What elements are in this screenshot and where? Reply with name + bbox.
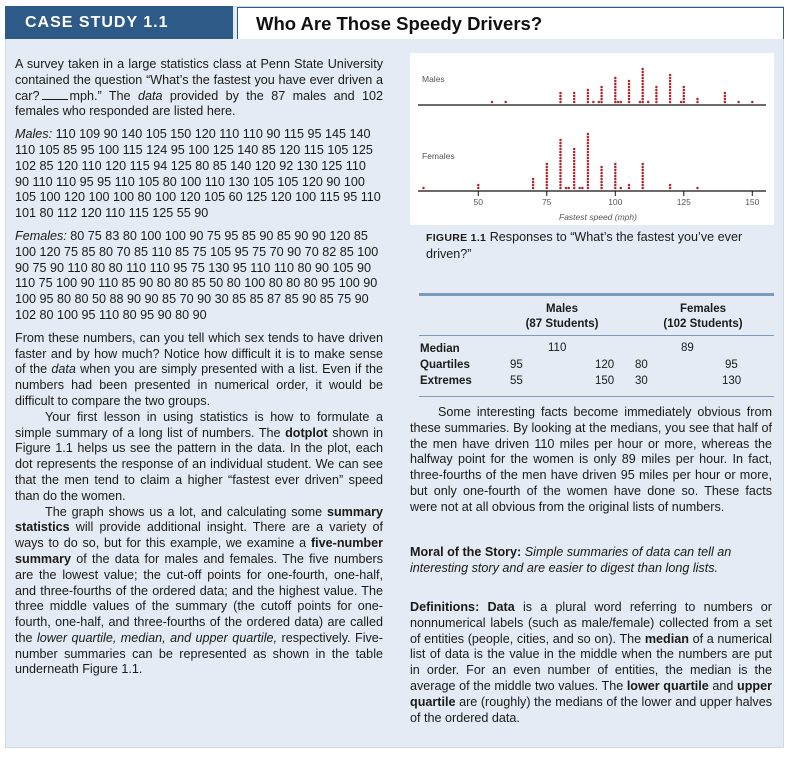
females-lower-quartile: 80 — [635, 359, 648, 371]
dot-females-120 — [669, 187, 672, 190]
dot-females-75 — [546, 172, 549, 175]
dot-males-120 — [669, 83, 672, 86]
dot-males-105 — [628, 89, 631, 92]
males-series-label: Males — [422, 74, 445, 84]
dot-females-70 — [532, 187, 535, 190]
dot-females-85 — [573, 151, 576, 154]
dot-males-101 — [617, 101, 620, 104]
dot-males-130 — [696, 101, 699, 104]
dot-males-105 — [628, 95, 631, 98]
dot-males-110 — [641, 83, 644, 86]
dot-females-85 — [573, 181, 576, 184]
dot-females-90 — [587, 175, 590, 178]
dotplot-paragraph: Your first lesson in using statistics is how to formulate a simple summary of a long list of numbers. The dotplot shown in Figure 1.1 helps us see the pattern in the data. In the plot, each dot represents the response of an individual student. We can see that the men tend to claim a higher “fastest ever driven” speed than do the women. — [15, 409, 384, 503]
dot-males-120 — [669, 98, 672, 101]
dot-females-90 — [587, 184, 590, 187]
dot-males-110 — [641, 86, 644, 89]
dot-females-85 — [573, 172, 576, 175]
dot-females-80 — [559, 169, 562, 172]
dot-females-80 — [559, 181, 562, 184]
dot-males-94 — [598, 101, 601, 104]
dot-males-105 — [628, 83, 631, 86]
dot-females-80 — [559, 178, 562, 181]
dot-males-105 — [628, 86, 631, 89]
dot-males-90 — [587, 92, 590, 95]
dot-females-80 — [559, 175, 562, 178]
dot-males-115 — [655, 92, 658, 95]
dot-females-100 — [614, 175, 617, 178]
summary-paragraph: The graph shows us a lot, and calculating some summary statistics will provide additional insight. There are a variety of ways to do so, but for this example, we examine a five-number summary of the data for males and females. The five numbers are the lowest value; the cut-off points for one-fourth, one-half, and three-fourths of the ordered data; and the highest value. The three middle values of the summary (the cutoff points for one-fourth, one-half, and three-fourths of the ordered data) are called the lower quartile, median, and upper quartile, respectively. Five-number summaries can be represented as shown in the table underneath Figure 1.1. — [15, 504, 384, 677]
dot-females-85 — [573, 187, 576, 190]
females-data-list: Females: 80 75 83 80 100 100 90 75 95 85 90 85 90 90 120 85 100 120 75 85 80 70 85 110 85 75 105 95 75 70 90 70 82 85 100 90 75 90 110 80 80 110 110 95 75 130 95 110 110 80 90 105 90 110 75 100 90 110 85 90 80 80 85 50 80 100 80 80 80 95 100 90 100 95 80 80 50 88 90 90 85 70 90 30 85 85 87 85 90 85 75 90 102 80 100 95 110 80 95 90 80 90 — [15, 228, 379, 322]
dot-females-95 — [600, 172, 603, 175]
x-tick-label-100: 100 — [608, 197, 623, 207]
dot-males-120 — [669, 80, 672, 83]
females-median: 89 — [681, 342, 694, 354]
dot-females-100 — [614, 181, 617, 184]
dot-males-105 — [628, 101, 631, 104]
dot-males-120 — [669, 74, 672, 77]
dot-females-110 — [641, 178, 644, 181]
dot-females-75 — [546, 169, 549, 172]
males-median: 110 — [548, 342, 567, 354]
dot-males-120 — [669, 92, 672, 95]
dot-males-120 — [669, 77, 672, 80]
dot-females-80 — [559, 172, 562, 175]
dot-females-102 — [620, 187, 623, 190]
males-data-list: Males: 110 109 90 140 105 150 120 110 110 90 115 95 145 140 110 105 85 95 100 115 124 95 100 125 140 85 120 115 105 125 102 85 120 110 120 115 94 125 80 85 140 120 92 130 125 110 90 110 110 95 95 110 105 80 100 110 130 105 105 120 90 100 105 100 120 100 100 80 100 120 105 60 125 120 100 115 95 110 101 80 112 120 110 115 125 55 90 — [15, 127, 381, 221]
dot-males-60 — [504, 101, 507, 104]
dot-females-75 — [546, 181, 549, 184]
dot-males-110 — [641, 98, 644, 101]
dot-females-95 — [600, 178, 603, 181]
dot-females-90 — [587, 178, 590, 181]
dot-females-70 — [532, 184, 535, 187]
x-tick-label-50: 50 — [473, 197, 484, 207]
dot-males-140 — [724, 92, 727, 95]
dot-males-100 — [614, 92, 617, 95]
dot-females-110 — [641, 163, 644, 166]
dot-females-90 — [587, 136, 590, 139]
dot-males-105 — [628, 92, 631, 95]
dot-males-115 — [655, 101, 658, 104]
dot-females-80 — [559, 166, 562, 169]
dot-males-110 — [641, 74, 644, 77]
dot-females-95 — [600, 181, 603, 184]
dot-females-120 — [669, 184, 672, 187]
dot-females-90 — [587, 145, 590, 148]
row-label-median: Median — [420, 343, 460, 355]
dot-females-30 — [422, 187, 425, 190]
dot-females-75 — [546, 178, 549, 181]
dot-males-100 — [614, 95, 617, 98]
answer-blank — [42, 90, 68, 100]
dot-females-80 — [559, 157, 562, 160]
dot-males-115 — [655, 98, 658, 101]
females-series-label: Females — [422, 151, 455, 161]
dot-females-90 — [587, 142, 590, 145]
dot-females-100 — [614, 187, 617, 190]
dot-females-90 — [587, 181, 590, 184]
dot-males-95 — [600, 92, 603, 95]
dot-females-110 — [641, 181, 644, 184]
dot-males-100 — [614, 89, 617, 92]
dot-males-120 — [669, 86, 672, 89]
dot-females-90 — [587, 151, 590, 154]
dot-females-105 — [628, 187, 631, 190]
dot-females-75 — [546, 175, 549, 178]
dot-females-95 — [600, 184, 603, 187]
dot-males-125 — [683, 89, 686, 92]
dot-females-85 — [573, 184, 576, 187]
dot-females-110 — [641, 169, 644, 172]
dot-females-90 — [587, 154, 590, 157]
females-column-header: Females (102 Students) — [663, 303, 743, 330]
table-top-rule — [419, 293, 774, 296]
dot-males-95 — [600, 98, 603, 101]
dot-males-90 — [587, 101, 590, 104]
dot-females-100 — [614, 169, 617, 172]
dot-males-110 — [641, 71, 644, 74]
dot-females-85 — [573, 148, 576, 151]
dot-females-100 — [614, 166, 617, 169]
left-column — [15, 57, 383, 685]
dot-females-75 — [546, 163, 549, 166]
dot-females-100 — [614, 172, 617, 175]
x-tick-label-125: 125 — [676, 197, 691, 207]
dot-males-125 — [683, 95, 686, 98]
dot-females-70 — [532, 181, 535, 184]
dot-males-85 — [573, 98, 576, 101]
dot-males-85 — [573, 101, 576, 104]
dot-males-100 — [614, 77, 617, 80]
dot-females-80 — [559, 142, 562, 145]
dot-males-100 — [614, 86, 617, 89]
dot-males-125 — [683, 98, 686, 101]
dot-females-80 — [559, 163, 562, 166]
dot-males-125 — [683, 86, 686, 89]
dot-females-75 — [546, 166, 549, 169]
table-bottom-rule — [419, 396, 774, 397]
dot-females-100 — [614, 163, 617, 166]
dot-females-85 — [573, 178, 576, 181]
axis-ticks — [474, 191, 760, 207]
intro-paragraph: A survey taken in a large statistics class at Penn State University contained the question “What’s the fastest you have ever driven a car? mph.” The data provided by the 87 males and 102 females who responded are listed here. — [15, 57, 384, 119]
dot-females-85 — [573, 157, 576, 160]
dot-males-100 — [614, 98, 617, 101]
dot-females-95 — [600, 187, 603, 190]
dot-females-82 — [565, 187, 568, 190]
dot-males-80 — [559, 92, 562, 95]
dot-females-50 — [477, 184, 480, 187]
females-min: 30 — [635, 375, 648, 387]
case-study-tab: CASE STUDY 1.1 — [5, 6, 233, 39]
dot-females-110 — [641, 175, 644, 178]
dot-males-110 — [641, 89, 644, 92]
dotplot-chart — [410, 53, 774, 225]
dot-males-110 — [641, 80, 644, 83]
dot-males-140 — [724, 98, 727, 101]
case-study-title: Who Are Those Speedy Drivers? — [237, 7, 784, 39]
figure-caption-text: Responses to “What’s the fastest you’ve ever driven?” — [426, 230, 743, 261]
dot-females-100 — [614, 184, 617, 187]
dot-females-90 — [587, 172, 590, 175]
dot-females-95 — [600, 175, 603, 178]
dot-females-80 — [559, 139, 562, 142]
dot-males-95 — [600, 86, 603, 89]
dot-males-140 — [724, 101, 727, 104]
males-lower-quartile: 95 — [510, 359, 523, 371]
dot-males-110 — [641, 68, 644, 71]
dot-males-100 — [614, 83, 617, 86]
definitions-paragraph: Definitions: Data is a plural word referring to numbers or nonnumerical labels (such as male/female) collected from a set of entities (people, cities, and so on). The median of a numerical list of data is the value in the middle when the numbers are put in order. For an even number of entities, the median is the average of the middle two values. The lower quartile and upper quartile are (roughly) the medians of the lower and upper halves of the ordered data. — [410, 600, 773, 725]
dot-males-150 — [751, 101, 754, 104]
dot-males-109 — [639, 101, 642, 104]
dot-females-75 — [546, 184, 549, 187]
dot-females-110 — [641, 166, 644, 169]
x-tick-label-75: 75 — [542, 197, 552, 207]
row-label-extremes: Extremes — [420, 375, 472, 387]
dot-males-100 — [614, 101, 617, 104]
dot-males-130 — [696, 98, 699, 101]
dot-females-85 — [573, 160, 576, 163]
dot-females-85 — [573, 163, 576, 166]
dot-males-125 — [683, 92, 686, 95]
dot-females-90 — [587, 160, 590, 163]
dot-males-80 — [559, 101, 562, 104]
dot-males-102 — [620, 101, 623, 104]
dot-males-90 — [587, 95, 590, 98]
dot-males-110 — [641, 95, 644, 98]
dot-females-110 — [641, 184, 644, 187]
figure-caption — [426, 230, 766, 263]
females-upper-quartile: 95 — [725, 359, 738, 371]
dot-males-95 — [600, 89, 603, 92]
dot-males-110 — [641, 101, 644, 104]
dot-males-105 — [628, 98, 631, 101]
dot-females-85 — [573, 166, 576, 169]
dot-females-90 — [587, 139, 590, 142]
dot-females-100 — [614, 178, 617, 181]
dot-females-80 — [559, 151, 562, 154]
males-upper-quartile: 120 — [595, 359, 615, 371]
dot-females-85 — [573, 154, 576, 157]
dot-females-50 — [477, 187, 480, 190]
dot-males-125 — [683, 101, 686, 104]
dot-females-80 — [559, 148, 562, 151]
row-label-quartiles: Quartiles — [420, 359, 470, 371]
dotplot-figure — [410, 53, 774, 225]
dot-females-95 — [600, 166, 603, 169]
dot-males-80 — [559, 98, 562, 101]
dot-males-80 — [559, 95, 562, 98]
dot-females-80 — [559, 160, 562, 163]
case-study-header — [5, 6, 784, 39]
dot-females-90 — [587, 133, 590, 136]
dot-females-88 — [581, 187, 584, 190]
dot-males-90 — [587, 89, 590, 92]
dot-males-115 — [655, 89, 658, 92]
dot-males-100 — [614, 80, 617, 83]
dot-males-95 — [600, 101, 603, 104]
dot-females-90 — [587, 157, 590, 160]
dot-males-124 — [680, 101, 683, 104]
dot-males-115 — [655, 86, 658, 89]
table-header-rule — [419, 335, 774, 336]
five-number-summary-table — [410, 293, 774, 403]
x-axis-label: Fastest speed (mph) — [559, 212, 637, 222]
dot-males-120 — [669, 101, 672, 104]
dot-males-115 — [655, 95, 658, 98]
dot-females-90 — [587, 166, 590, 169]
dot-females-90 — [587, 187, 590, 190]
dot-females-70 — [532, 178, 535, 181]
dot-males-105 — [628, 80, 631, 83]
dot-males-120 — [669, 89, 672, 92]
dot-males-110 — [641, 92, 644, 95]
x-tick-label-150: 150 — [745, 197, 760, 207]
males-min: 55 — [510, 375, 523, 387]
dot-females-90 — [587, 169, 590, 172]
interpretation-paragraph: Some interesting facts become immediately obvious from these summaries. By looking at the medians, you see that half of the men have driven 110 miles per hour or more, whereas the halfway point for the women is only 89 miles per hour. In fact, three-fourths of the men have driven 95 miles per hour or more, but only one-fourth of the women have done so. These facts were not at all obvious from the original lists of numbers. — [410, 405, 772, 514]
dot-males-85 — [573, 92, 576, 95]
dot-females-85 — [573, 175, 576, 178]
males-max: 150 — [595, 375, 615, 387]
dot-females-80 — [559, 154, 562, 157]
dot-females-90 — [587, 163, 590, 166]
figure-caption-label: FIGURE 1.1 — [426, 232, 487, 244]
dot-males-145 — [737, 101, 740, 104]
dot-males-110 — [641, 77, 644, 80]
dot-males-140 — [724, 95, 727, 98]
dot-females-75 — [546, 187, 549, 190]
moral-paragraph: Moral of the Story: Simple summaries of data can tell an interesting story and are easier to digest than long lists. — [410, 545, 732, 575]
dot-males-90 — [587, 98, 590, 101]
dot-females-95 — [600, 169, 603, 172]
dot-females-90 — [587, 148, 590, 151]
dot-females-80 — [559, 184, 562, 187]
dot-males-85 — [573, 95, 576, 98]
dot-males-112 — [647, 101, 650, 104]
dot-females-110 — [641, 187, 644, 190]
dot-females-83 — [567, 187, 570, 190]
comparison-paragraph: From these numbers, can you tell which sex tends to have driven faster and by how much? Notice how difficult it is to make sense of the data when you are simply presented with a list. Even if the numbers had been presented in numerical order, it would be difficult to compare the two groups. — [15, 330, 384, 408]
dot-females-80 — [559, 187, 562, 190]
dot-females-85 — [573, 169, 576, 172]
males-column-header: Males (87 Students) — [525, 303, 599, 330]
dot-females-87 — [578, 187, 581, 190]
dot-males-120 — [669, 95, 672, 98]
dot-females-130 — [696, 187, 699, 190]
dot-males-95 — [600, 95, 603, 98]
dot-females-110 — [641, 172, 644, 175]
dot-females-80 — [559, 145, 562, 148]
dotplot-dots — [422, 68, 753, 190]
females-max: 130 — [722, 375, 742, 387]
dot-males-55 — [491, 101, 494, 104]
dot-males-92 — [592, 101, 595, 104]
dot-females-105 — [628, 184, 631, 187]
